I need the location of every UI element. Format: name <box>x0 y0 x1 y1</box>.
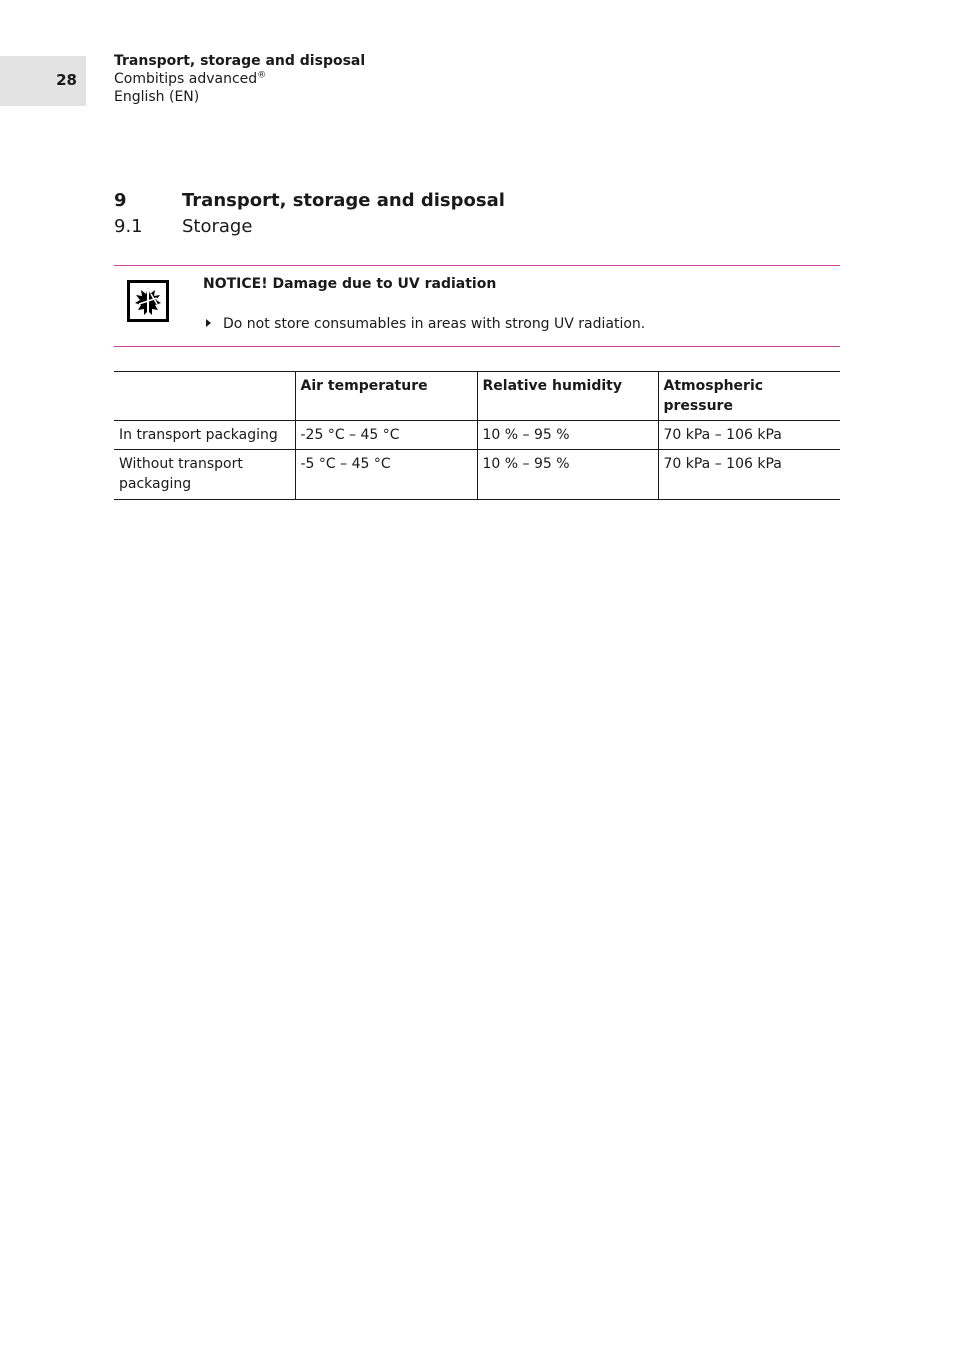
section-title: Storage <box>182 216 253 237</box>
chapter-title: Transport, storage and disposal <box>182 190 505 211</box>
storage-conditions-table <box>114 371 840 500</box>
table-cell-atmospheric-pressure: 70 kPa – 106 kPa <box>658 450 840 500</box>
table-header-row <box>114 372 840 421</box>
table-cell-relative-humidity: 10 % – 95 % <box>477 421 658 450</box>
notice-step-text: Do not store consumables in areas with strong UV radiation. <box>223 316 646 332</box>
table-cell-air-temperature: -5 °C – 45 °C <box>295 450 477 500</box>
page-number: 28 <box>56 71 77 89</box>
notice-title: NOTICE! Damage due to UV radiation <box>203 276 497 292</box>
running-header-language: English (EN) <box>114 89 200 105</box>
step-arrow-icon <box>206 319 211 327</box>
running-header-section: Transport, storage and disposal <box>114 53 366 69</box>
table-header-blank <box>114 372 295 421</box>
table-row <box>114 421 840 450</box>
running-header-product-line <box>114 70 365 88</box>
table-cell-condition: In transport packaging <box>114 421 295 450</box>
section-number: 9.1 <box>114 216 143 237</box>
section-heading <box>114 215 252 239</box>
uv-radiation-warning-icon <box>127 280 169 322</box>
chapter-heading <box>114 189 505 213</box>
table-cell-atmospheric-pressure: 70 kPa – 106 kPa <box>658 421 840 450</box>
page-number-tab <box>0 56 86 106</box>
table-cell-air-temperature: -25 °C – 45 °C <box>295 421 477 450</box>
table-header-relative-humidity: Relative humidity <box>477 372 658 421</box>
running-header <box>114 52 365 106</box>
running-header-product: Combitips advanced <box>114 71 258 87</box>
table-header-air-temperature: Air temperature <box>295 372 477 421</box>
table-header-atmospheric-pressure: Atmospheric pressure <box>658 372 840 421</box>
table-cell-condition: Without transport packaging <box>114 450 295 500</box>
table-row <box>114 450 840 500</box>
notice-step <box>206 315 645 333</box>
registered-mark: ® <box>257 70 267 81</box>
notice-box <box>114 265 840 347</box>
chapter-number: 9 <box>114 190 127 211</box>
table-cell-relative-humidity: 10 % – 95 % <box>477 450 658 500</box>
